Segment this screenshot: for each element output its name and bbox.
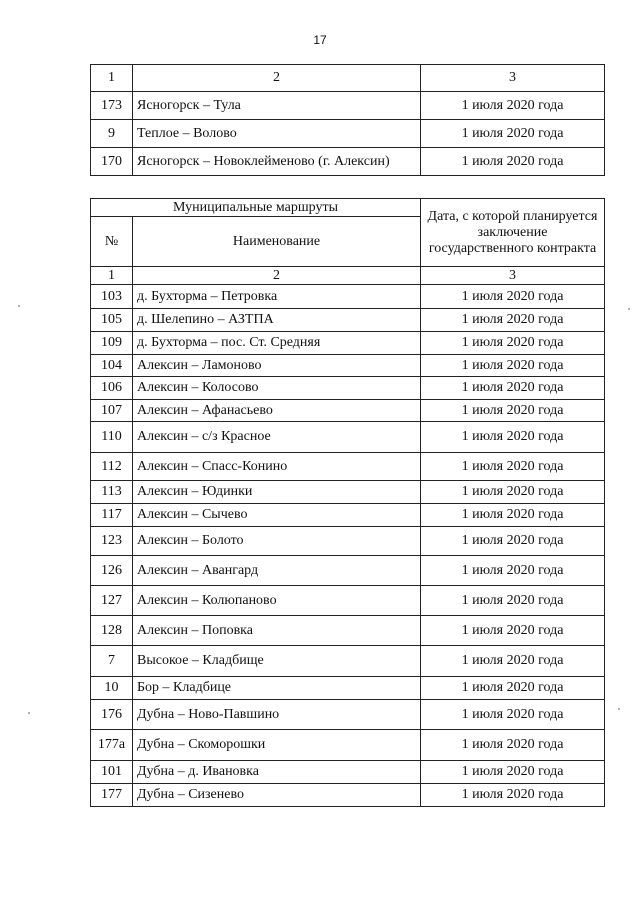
route-name: Высокое – Кладбище bbox=[133, 646, 421, 677]
route-name: Алексин – Юдинки bbox=[133, 481, 421, 504]
table-row bbox=[91, 355, 605, 377]
route-number: 107 bbox=[91, 400, 133, 422]
index-row bbox=[91, 267, 605, 285]
route-number: 117 bbox=[91, 504, 133, 527]
table-row bbox=[91, 481, 605, 504]
route-number: 173 bbox=[91, 92, 133, 120]
route-date: 1 июля 2020 года bbox=[421, 355, 605, 377]
route-name: Алексин – Болото bbox=[133, 527, 421, 556]
index-cell-1: 1 bbox=[91, 267, 133, 285]
table-row bbox=[91, 761, 605, 784]
route-name: Алексин – Спасс-Конино bbox=[133, 453, 421, 481]
route-number: 106 bbox=[91, 377, 133, 400]
table-row bbox=[91, 92, 605, 120]
index-row bbox=[91, 65, 605, 92]
index-cell-3: 3 bbox=[421, 65, 605, 92]
route-number: 103 bbox=[91, 285, 133, 309]
table-row bbox=[91, 120, 605, 148]
route-date: 1 июля 2020 года bbox=[421, 92, 605, 120]
scan-speck bbox=[628, 308, 630, 310]
group-header-row bbox=[91, 199, 605, 217]
route-date: 1 июля 2020 года bbox=[421, 332, 605, 355]
route-date: 1 июля 2020 года bbox=[421, 527, 605, 556]
route-date: 1 июля 2020 года bbox=[421, 784, 605, 807]
route-number: 127 bbox=[91, 586, 133, 616]
table-row bbox=[91, 332, 605, 355]
scan-speck bbox=[618, 708, 620, 710]
route-number: 176 bbox=[91, 700, 133, 730]
route-name: Алексин – Колосово bbox=[133, 377, 421, 400]
table-row bbox=[91, 527, 605, 556]
table-row bbox=[91, 504, 605, 527]
route-date: 1 июля 2020 года bbox=[421, 285, 605, 309]
table-row bbox=[91, 453, 605, 481]
route-name: Дубна – Скоморошки bbox=[133, 730, 421, 761]
route-number: 9 bbox=[91, 120, 133, 148]
index-cell-1: 1 bbox=[91, 65, 133, 92]
route-number: 170 bbox=[91, 148, 133, 176]
route-date: 1 июля 2020 года bbox=[421, 120, 605, 148]
municipal-routes-table bbox=[90, 198, 605, 807]
route-date: 1 июля 2020 года bbox=[421, 309, 605, 332]
column-header-date: Дата, с которой планируется заключение государственного контракта bbox=[421, 199, 605, 267]
route-date: 1 июля 2020 года bbox=[421, 556, 605, 586]
route-number: 113 bbox=[91, 481, 133, 504]
table-row bbox=[91, 700, 605, 730]
route-date: 1 июля 2020 года bbox=[421, 616, 605, 646]
route-name: Алексин – Колюпаново bbox=[133, 586, 421, 616]
route-date: 1 июля 2020 года bbox=[421, 422, 605, 453]
table-row bbox=[91, 285, 605, 309]
index-cell-2: 2 bbox=[133, 65, 421, 92]
route-number: 112 bbox=[91, 453, 133, 481]
table-row bbox=[91, 586, 605, 616]
route-number: 123 bbox=[91, 527, 133, 556]
route-number: 110 bbox=[91, 422, 133, 453]
route-name: Ясногорск – Тула bbox=[133, 92, 421, 120]
route-number: 128 bbox=[91, 616, 133, 646]
route-name: Бор – Кладбице bbox=[133, 677, 421, 700]
route-name: Дубна – д. Ивановка bbox=[133, 761, 421, 784]
column-header-name: Наименование bbox=[133, 217, 421, 267]
route-name: д. Бухторма – Петровка bbox=[133, 285, 421, 309]
route-number: 105 bbox=[91, 309, 133, 332]
route-name: Алексин – Сычево bbox=[133, 504, 421, 527]
route-name: Ясногорск – Новоклейменово (г. Алексин) bbox=[133, 148, 421, 176]
route-name: д. Шелепино – АЗТПА bbox=[133, 309, 421, 332]
route-date: 1 июля 2020 года bbox=[421, 677, 605, 700]
route-date: 1 июля 2020 года bbox=[421, 453, 605, 481]
table-row bbox=[91, 422, 605, 453]
table-row bbox=[91, 784, 605, 807]
route-number: 10 bbox=[91, 677, 133, 700]
route-name: Алексин – с/з Красное bbox=[133, 422, 421, 453]
route-date: 1 июля 2020 года bbox=[421, 481, 605, 504]
route-date: 1 июля 2020 года bbox=[421, 377, 605, 400]
scan-speck bbox=[18, 305, 20, 307]
route-date: 1 июля 2020 года bbox=[421, 646, 605, 677]
table-row bbox=[91, 377, 605, 400]
route-name: Дубна – Ново-Павшино bbox=[133, 700, 421, 730]
route-name: Алексин – Авангард bbox=[133, 556, 421, 586]
route-number: 177 bbox=[91, 784, 133, 807]
table-row bbox=[91, 309, 605, 332]
table-row bbox=[91, 616, 605, 646]
table-row bbox=[91, 677, 605, 700]
route-number: 126 bbox=[91, 556, 133, 586]
index-cell-3: 3 bbox=[421, 267, 605, 285]
route-number: 104 bbox=[91, 355, 133, 377]
route-name: Теплое – Волово bbox=[133, 120, 421, 148]
table-row bbox=[91, 730, 605, 761]
route-name: д. Бухторма – пос. Ст. Средняя bbox=[133, 332, 421, 355]
table-row bbox=[91, 646, 605, 677]
index-cell-2: 2 bbox=[133, 267, 421, 285]
route-date: 1 июля 2020 года bbox=[421, 586, 605, 616]
route-name: Алексин – Афанасьево bbox=[133, 400, 421, 422]
route-name: Дубна – Сизенево bbox=[133, 784, 421, 807]
route-name: Алексин – Поповка bbox=[133, 616, 421, 646]
group-header-municipal-routes: Муниципальные маршруты bbox=[91, 199, 421, 217]
route-number: 7 bbox=[91, 646, 133, 677]
route-number: 101 bbox=[91, 761, 133, 784]
route-date: 1 июля 2020 года bbox=[421, 761, 605, 784]
route-date: 1 июля 2020 года bbox=[421, 700, 605, 730]
column-header-number: № bbox=[91, 217, 133, 267]
scan-speck bbox=[28, 712, 30, 714]
route-date: 1 июля 2020 года bbox=[421, 504, 605, 527]
routes-table-continued bbox=[90, 64, 605, 176]
route-date: 1 июля 2020 года bbox=[421, 730, 605, 761]
table-row bbox=[91, 148, 605, 176]
route-date: 1 июля 2020 года bbox=[421, 148, 605, 176]
table-row bbox=[91, 400, 605, 422]
municipal-routes-body bbox=[91, 285, 605, 807]
route-number: 109 bbox=[91, 332, 133, 355]
route-number: 177а bbox=[91, 730, 133, 761]
route-date: 1 июля 2020 года bbox=[421, 400, 605, 422]
page-number: 17 bbox=[313, 33, 327, 47]
table-row bbox=[91, 556, 605, 586]
route-name: Алексин – Ламоново bbox=[133, 355, 421, 377]
